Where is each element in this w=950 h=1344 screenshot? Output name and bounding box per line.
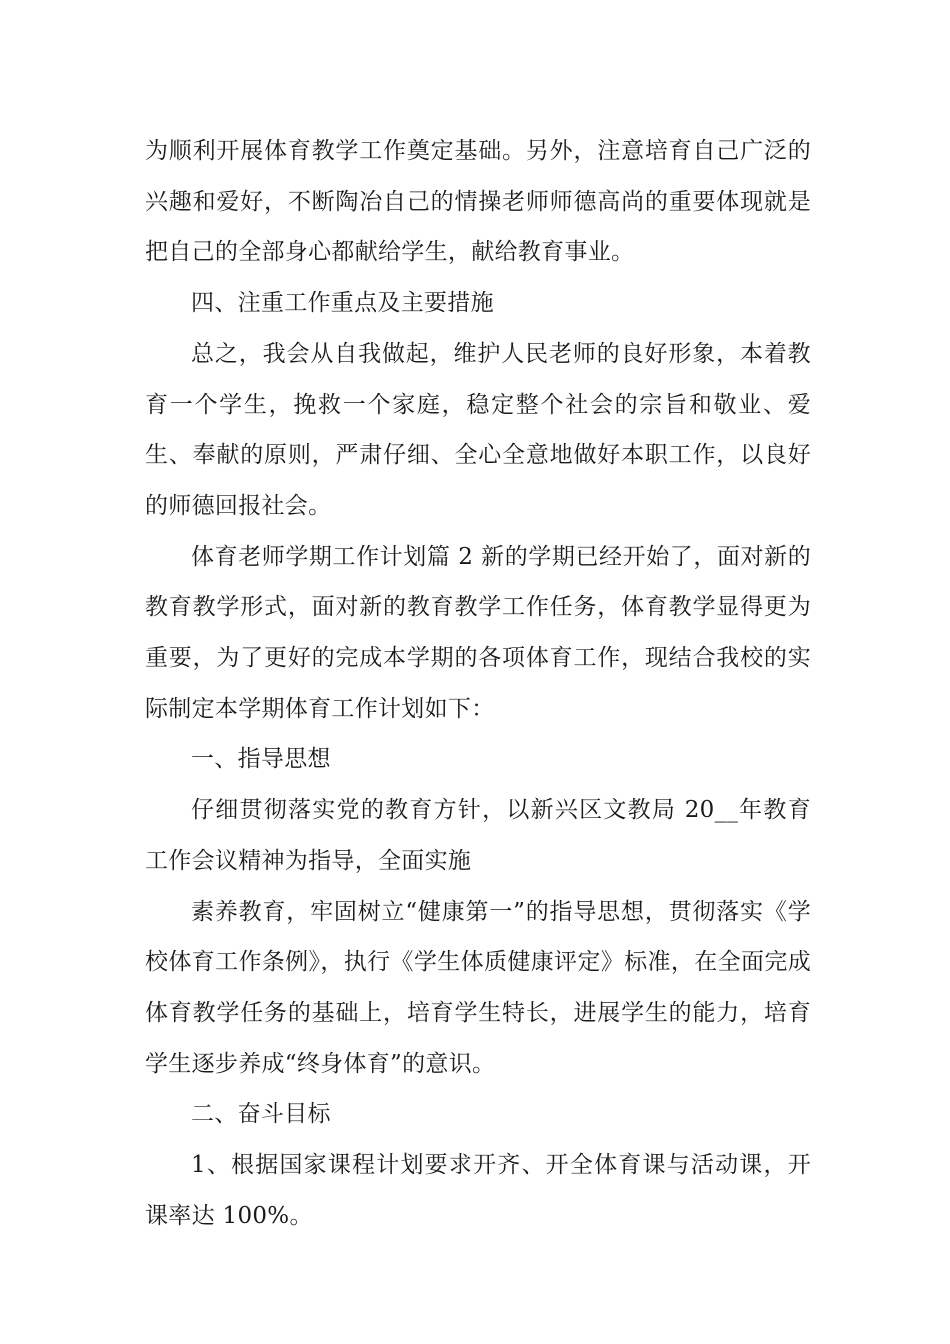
paragraph-conclusion: 总之，我会从自我做起，维护人民老师的良好形象，本着教育一个学生，挽救一个家庭，稳定整个社会的宗旨和敬业、爱生、奉献的原则，严肃仔细、全心全意地做好本职工作，以良好的师德回报社会。 (145, 340, 811, 519)
heading-guiding-ideology: 一、指导思想 (191, 746, 331, 773)
paragraph-intro-continuation: 为顺利开展体育教学工作奠定基础。另外，注意培育自己广泛的兴趣和爱好，不断陶冶自己的情操老师师德高尚的重要体现就是把自己的全部身心都献给学生，献给教育事业。 (145, 138, 811, 266)
paragraph-goal-one: 1、根据国家课程计划要求开齐、开全体育课与活动课，开课率达 100%。 (145, 1152, 811, 1229)
heading-section-four: 四、注重工作重点及主要措施 (191, 290, 494, 317)
paragraph-quality-education: 素养教育，牢固树立“健康第一”的指导思想，贯彻落实《学校体育工作条例》，执行《学生体质健康评定》标准，在全面完成体育教学任务的基础上，培育学生特长，进展学生的能力，培育学生逐步养成“终身体育”的意识。 (145, 898, 811, 1077)
document-page (145, 126, 811, 1241)
paragraph-guiding-ideology: 仔细贯彻落实党的教育方针，以新兴区文教局 20__年教育工作会议精神为指导，全面实施 (145, 797, 811, 874)
heading-goals: 二、奋斗目标 (191, 1101, 331, 1128)
paragraph-plan-two-intro: 体育老师学期工作计划篇 2 新的学期已经开始了，面对新的教育教学形式，面对新的教育教学工作任务，体育教学显得更为重要，为了更好的完成本学期的各项体育工作，现结合我校的实际制定本学期体育工作计划如下： (145, 543, 811, 722)
